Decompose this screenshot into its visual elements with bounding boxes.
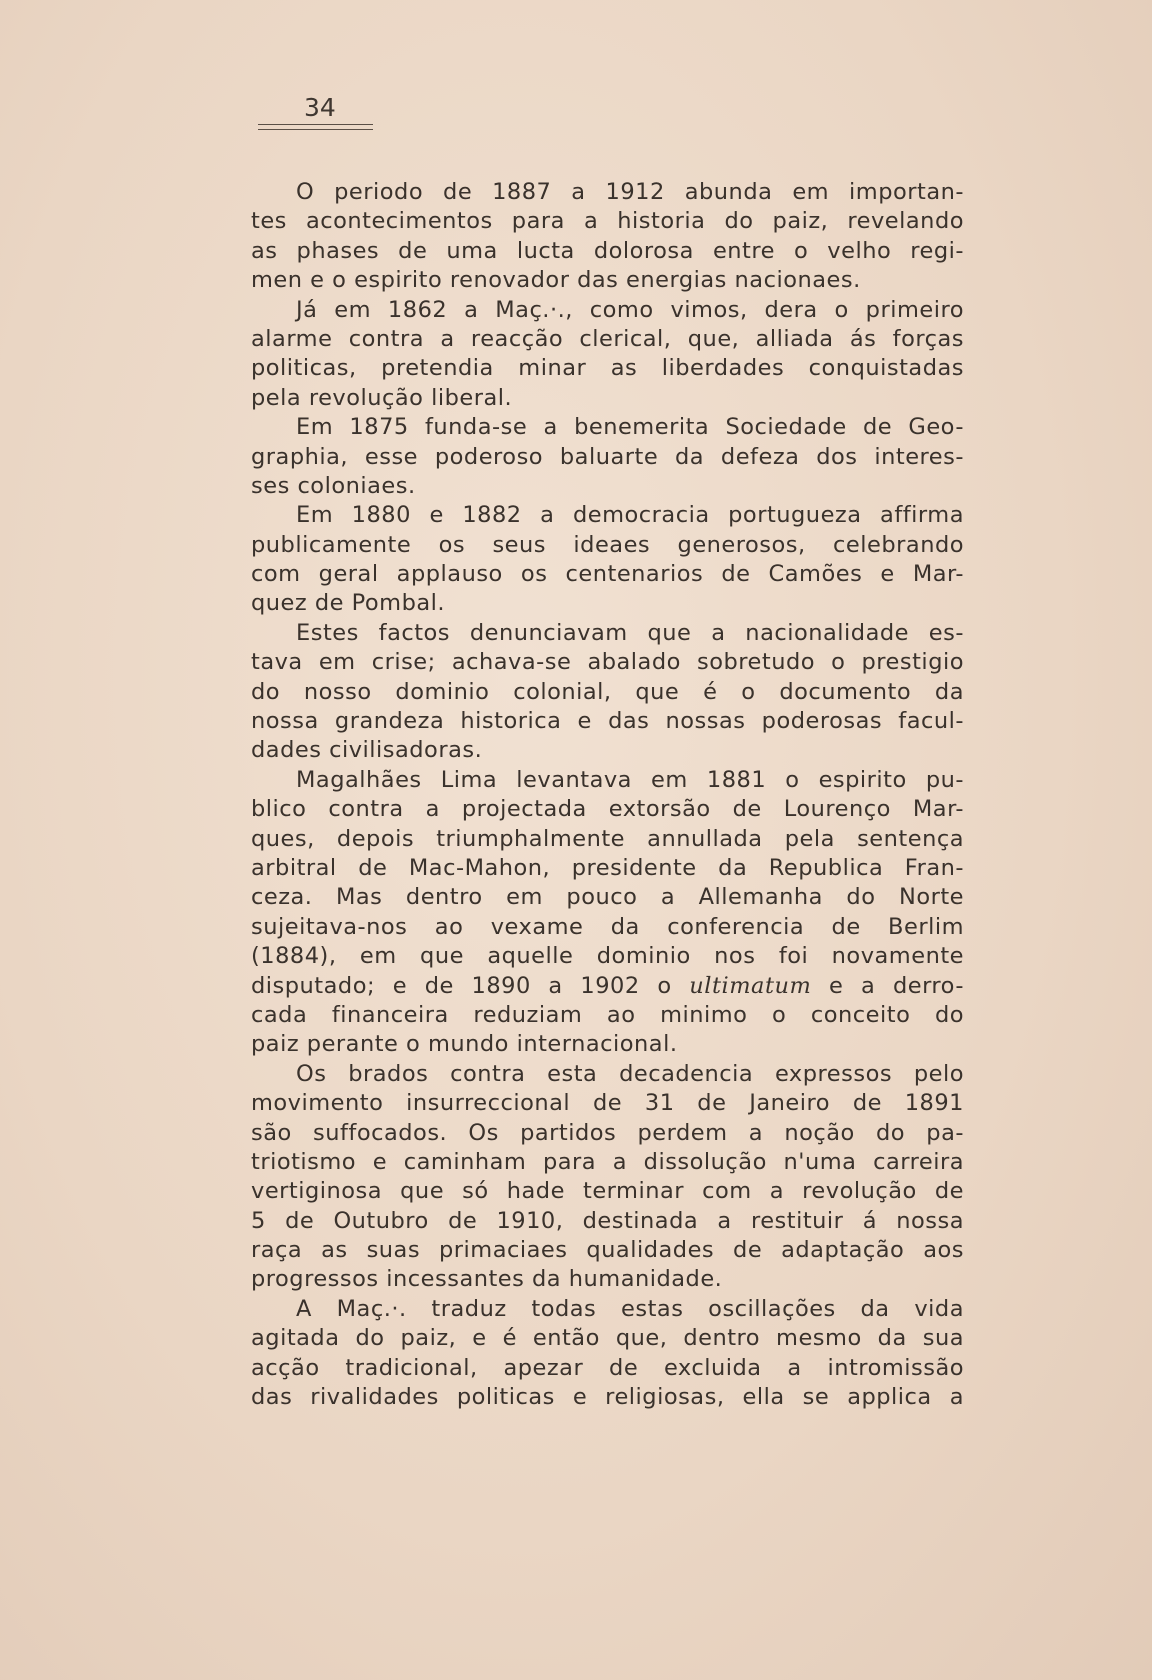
text-line: ses coloniaes. — [251, 472, 416, 499]
text-line: vertiginosa que só hade terminar com a revolução de — [251, 1178, 964, 1205]
text-line: cada financeira reduziam ao minimo o conceito do — [251, 1001, 964, 1028]
text-line: as phases de uma lucta dolorosa entre o velho regi- — [251, 237, 964, 264]
text-line: Já em 1862 a Maç.·., como vimos, dera o primeiro — [296, 296, 964, 323]
text-line: blico contra a projectada extorsão de Lourenço Mar- — [251, 796, 964, 823]
text-line: paiz perante o mundo internacional. — [251, 1031, 678, 1058]
text-line: arbitral de Mac-Mahon, presidente da Republica Fran- — [251, 854, 964, 881]
text-line: são suffocados. Os partidos perdem a noção do pa- — [251, 1119, 964, 1146]
text-line: Magalhães Lima levantava em 1881 o espirito pu- — [296, 766, 964, 793]
header-rule — [258, 124, 373, 130]
text-line: O periodo de 1887 a 1912 abunda em importan- — [296, 179, 964, 205]
text-line: nossa grandeza historica e das nossas poderosas facul- — [251, 708, 964, 735]
text-line: quez de Pombal. — [251, 590, 446, 617]
body-text — [251, 178, 964, 1412]
text-line: men e o espirito renovador das energias nacionaes. — [251, 267, 861, 294]
text-line: acção tradicional, apezar de excluida a intromissão — [251, 1354, 964, 1381]
text-line: Estes factos denunciavam que a nacionalidade es- — [296, 619, 964, 646]
text-segment: e a derro- — [811, 972, 964, 999]
text-line: A Maç.·. traduz todas estas oscillações da vida — [296, 1295, 964, 1322]
text-line: ceza. Mas dentro em pouco a Allemanha do Norte — [251, 884, 964, 911]
text-line: tes acontecimentos para a historia do paiz, revelando — [251, 208, 964, 235]
italic-term: ultimatum — [689, 972, 812, 999]
text-line: alarme contra a reacção clerical, que, alliada ás forças — [251, 325, 964, 352]
text-line: politicas, pretendia minar as liberdades conquistadas — [251, 355, 964, 382]
paragraph — [251, 178, 964, 1412]
text-line: dades civilisadoras. — [251, 737, 483, 764]
text-line: com geral applauso os centenarios de Camões e Mar- — [251, 561, 964, 588]
text-line: publicamente os seus ideaes generosos, celebrando — [251, 531, 964, 558]
text-line: progressos incessantes da humanidade. — [251, 1266, 723, 1293]
text-line — [251, 972, 964, 1001]
text-segment: disputado; e de 1890 a 1902 o — [251, 972, 690, 999]
text-line: pela revolução liberal. — [251, 384, 513, 411]
text-line: 5 de Outubro de 1910, destinada a restituir á nossa — [251, 1207, 964, 1234]
text-line: Os brados contra esta decadencia expressos pelo — [296, 1060, 964, 1087]
text-line: tava em crise; achava-se abalado sobretudo o prestigio — [251, 649, 964, 676]
text-line: movimento insurreccional de 31 de Janeiro de 1891 — [251, 1090, 964, 1117]
text-line: do nosso dominio colonial, que é o documento da — [251, 678, 964, 705]
text-line: triotismo e caminham para a dissolução n'uma carreira — [251, 1148, 964, 1175]
text-line: ques, depois triumphalmente annullada pela sentença — [251, 825, 964, 852]
text-line: (1884), em que aquelle dominio nos foi novamente — [251, 943, 964, 970]
text-line: raça as suas primaciaes qualidades de adaptação aos — [251, 1237, 964, 1264]
text-line: Em 1875 funda-se a benemerita Sociedade de Geo- — [296, 414, 964, 441]
text-line: Em 1880 e 1882 a democracia portugueza affirma — [296, 502, 964, 529]
text-line: sujeitava-nos ao vexame da conferencia de Berlim — [251, 913, 964, 940]
page-number: 34 — [304, 93, 336, 122]
text-line: agitada do paiz, e é então que, dentro mesmo da sua — [251, 1325, 964, 1352]
text-line: das rivalidades politicas e religiosas, ella se applica a — [251, 1384, 964, 1411]
text-line: graphia, esse poderoso baluarte da defeza dos interes- — [251, 443, 964, 470]
